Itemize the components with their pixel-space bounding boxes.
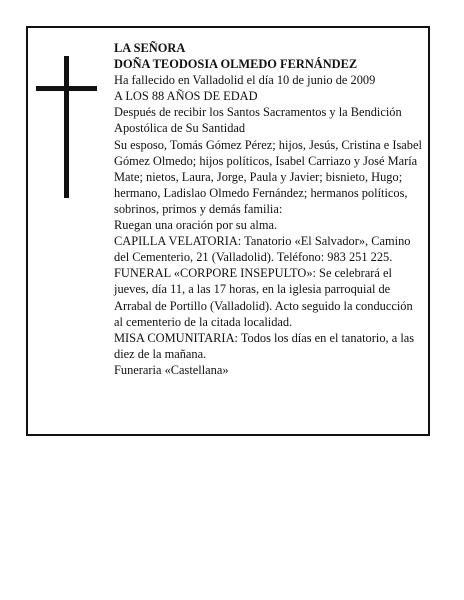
funeral-home: Funeraria «Castellana» <box>114 362 229 377</box>
sacraments-statement: Después de recibir los Santos Sacramentos y la Bendición Apostólica de Su Santidad <box>114 105 402 136</box>
deceased-name: DOÑA TEODOSIA OLMEDO FERNÁNDEZ <box>114 57 358 72</box>
obituary-text <box>114 40 424 378</box>
cross-icon <box>36 56 97 198</box>
chapel-info: CAPILLA VELATORIA: Tanatorio «El Salvador», Camino del Cementerio, 21 (Valladolid). Teléfono: 983 251 225. <box>114 234 411 265</box>
cross-horizontal-bar <box>36 86 97 91</box>
funeral-info: FUNERAL «CORPORE INSEPULTO»: Se celebrará el jueves, día 11, a las 17 horas, en la iglesia parroquial de Arrabal de Portillo (Valladolid). Acto seguido la conducción al cementerio de la citada localidad. <box>114 266 413 329</box>
prayer-request: Ruegan una oración por su alma. <box>114 218 278 233</box>
death-statement: Ha fallecido en Valladolid el día 10 de junio de 2009 <box>114 73 376 88</box>
mass-info: MISA COMUNITARIA: Todos los días en el tanatorio, a las diez de la mañana. <box>114 330 415 361</box>
family-list: Su esposo, Tomás Gómez Pérez; hijos, Jesús, Cristina e Isabel Gómez Olmedo; hijos políticos, Isabel Carriazo y José María Mate; nietos, Laura, Jorge, Paula y Javier; bisnieto, Hugo; hermano, Ladislao Olmedo Fernández; hermanos políticos, sobrinos, primos y demás familia: <box>114 137 422 216</box>
notice-title: LA SEÑORA <box>114 41 186 55</box>
cross-vertical-bar <box>64 56 69 198</box>
age-statement: A LOS 88 AÑOS DE EDAD <box>114 89 258 104</box>
